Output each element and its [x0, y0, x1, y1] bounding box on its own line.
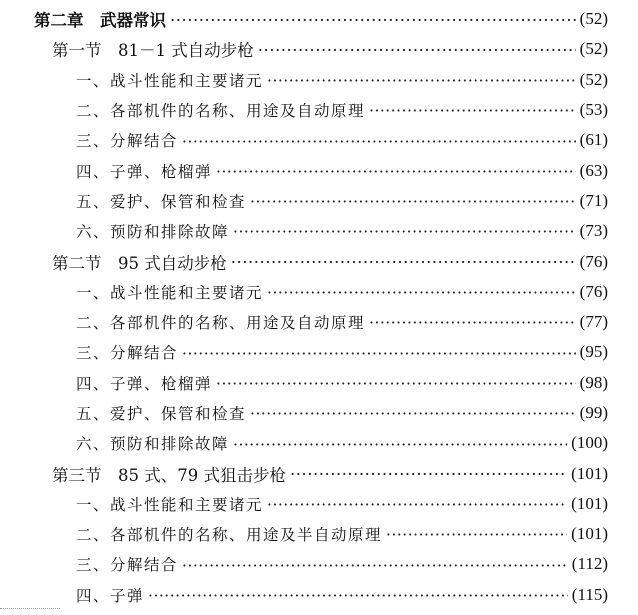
toc-entry-title: 二、各部机件的名称、用途及自动原理	[76, 314, 366, 333]
toc-entry-title: 六、预防和排除故障	[76, 435, 230, 454]
toc-entry-page: (63)	[579, 160, 608, 180]
dot-leader	[148, 587, 568, 603]
toc-item-row[interactable]	[0, 549, 638, 579]
toc-item-row[interactable]	[0, 368, 638, 398]
toc-entry-page: (61)	[579, 130, 608, 150]
toc-entry-title: 第三节 85 式、79 式狙击步枪	[52, 465, 286, 485]
dot-leader	[267, 284, 576, 300]
toc-item-row[interactable]	[0, 155, 638, 185]
toc-entry-title: 一、战斗性能和主要诸元	[76, 283, 264, 302]
toc-item-row[interactable]	[0, 489, 638, 519]
dot-leader	[182, 133, 576, 149]
toc-item-row[interactable]	[0, 186, 638, 216]
toc-entry-page: (112)	[571, 554, 608, 574]
toc-item-row[interactable]	[0, 216, 638, 246]
toc-entry-title: 五、爱护、保管和检查	[76, 405, 247, 423]
dot-leader	[258, 41, 576, 58]
toc-item-row[interactable]	[0, 65, 638, 95]
dot-leader	[267, 72, 576, 88]
toc-entry-title: 三、分解结合	[76, 344, 179, 363]
toc-section-row[interactable]	[0, 458, 638, 488]
toc-entry-title: 第二节 95 式自动步枪	[52, 253, 227, 273]
toc-entry-title: 三、分解结合	[76, 556, 179, 575]
dot-leader	[216, 163, 576, 179]
toc-entry-page: (95)	[579, 342, 608, 362]
toc-entry-title: 四、子弹	[76, 586, 145, 605]
toc-entry-page: (71)	[579, 190, 608, 210]
toc-entry-title: 四、子弹、枪榴弹	[76, 374, 213, 393]
toc-item-row[interactable]	[0, 519, 638, 549]
toc-entry-title: 五、爱护、保管和检查	[76, 192, 247, 211]
toc-entry-page: (52)	[579, 9, 608, 29]
dot-leader	[369, 314, 576, 330]
toc-entry-page: (100)	[571, 433, 608, 453]
toc-entry-page: (101)	[571, 524, 608, 544]
toc-item-row[interactable]	[0, 277, 638, 307]
toc-entry-page: (101)	[571, 493, 608, 513]
dot-leader	[250, 405, 576, 421]
dot-leader	[267, 496, 567, 512]
dot-leader	[233, 436, 567, 452]
toc-entry-page: (53)	[579, 100, 608, 120]
toc-item-row[interactable]	[0, 428, 638, 458]
toc-item-row[interactable]	[0, 398, 638, 428]
dot-leader	[182, 557, 568, 573]
toc-entry-page: (73)	[579, 221, 608, 241]
toc-entry-page: (98)	[579, 372, 608, 392]
toc-item-row[interactable]	[0, 307, 638, 337]
toc-section-row[interactable]	[0, 246, 638, 276]
toc-entry-page: (99)	[579, 403, 608, 422]
dot-leader	[233, 223, 576, 239]
toc-entry-title: 二、各部机件的名称、用途及半自动原理	[76, 526, 383, 545]
toc-item-row[interactable]	[0, 580, 638, 610]
toc-item-row[interactable]	[0, 95, 638, 125]
toc-entry-title: 六、预防和排除故障	[76, 223, 230, 242]
toc-chapter-row[interactable]	[0, 4, 638, 34]
toc-entry-page: (76)	[579, 281, 608, 301]
toc-entry-title: 三、分解结合	[76, 132, 179, 151]
toc-entry-title: 二、各部机件的名称、用途及自动原理	[76, 102, 366, 121]
table-of-contents	[0, 4, 638, 610]
toc-entry-page: (52)	[579, 69, 608, 89]
toc-entry-title: 四、子弹、枪榴弹	[76, 162, 213, 181]
toc-entry-page: (77)	[579, 312, 608, 332]
toc-item-row[interactable]	[0, 337, 638, 367]
dot-leader	[231, 253, 576, 270]
dot-leader	[386, 526, 567, 542]
toc-item-row[interactable]	[0, 125, 638, 155]
toc-entry-page: (101)	[571, 463, 608, 483]
toc-entry-title: 第二章 武器常识	[34, 11, 166, 31]
dot-leader	[170, 11, 576, 28]
dot-leader	[369, 102, 576, 118]
dot-leader	[290, 465, 567, 482]
toc-entry-page: (52)	[579, 39, 608, 59]
dot-leader	[250, 193, 576, 209]
scan-edge-mark	[0, 608, 60, 611]
toc-section-row[interactable]	[0, 34, 638, 64]
dot-leader	[182, 345, 576, 361]
toc-entry-page: (115)	[571, 584, 608, 604]
toc-entry-title: 一、战斗性能和主要诸元	[76, 495, 264, 514]
toc-entry-page: (76)	[579, 251, 608, 271]
toc-entry-title: 一、战斗性能和主要诸元	[76, 71, 264, 90]
toc-entry-title: 第一节 81－1 式自动步枪	[52, 41, 254, 61]
dot-leader	[216, 375, 576, 391]
